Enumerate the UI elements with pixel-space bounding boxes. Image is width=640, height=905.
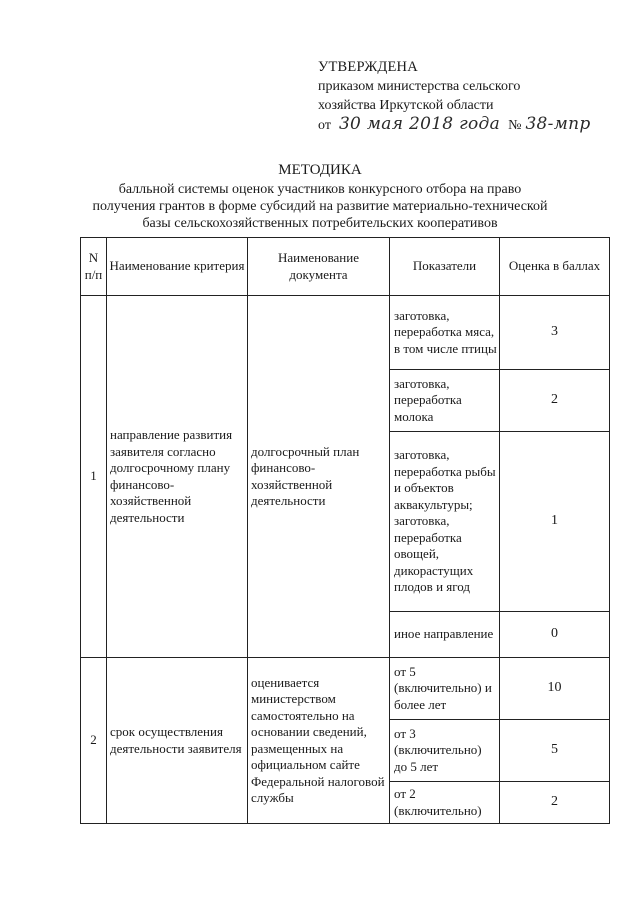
approval-stamp-block	[318, 58, 618, 135]
approval-date-line	[318, 115, 618, 135]
row-number: 1	[81, 296, 107, 658]
indicator-cell: от 3 (включительно) до 5 лет	[390, 720, 500, 782]
approval-heading: УТВЕРЖДЕНА	[318, 59, 418, 75]
document-cell: оценивается министерством самостоятельно на основании сведений, размещенных на официальном сайте Федеральной налоговой службы	[248, 658, 390, 824]
score-cell: 3	[500, 296, 610, 370]
document-subtitle-line-3: базы сельскохозяйственных потребительских кооперативов	[142, 216, 498, 231]
approval-line-2: хозяйства Иркутской области	[318, 98, 494, 113]
approval-prefix: от	[318, 118, 331, 133]
indicator-cell: заготовка, переработка рыбы и объектов аквакультуры; заготовка, переработка овощей, дикорастущих плодов и ягод	[390, 432, 500, 612]
indicator-cell: иное направление	[390, 612, 500, 658]
score-cell: 0	[500, 612, 610, 658]
document-cell: долгосрочный план финансово-хозяйственной деятельности	[248, 296, 390, 658]
header-document: Наименование документа	[248, 238, 390, 296]
row-number: 2	[81, 658, 107, 824]
header-indicators: Показатели	[390, 238, 500, 296]
document-subtitle-line-2: получения грантов в форме субсидий на развитие материально-технической	[92, 199, 548, 214]
approval-line-1: приказом министерства сельского	[318, 79, 521, 94]
indicator-cell: заготовка, переработка мяса, в том числе птицы	[390, 296, 500, 370]
score-cell: 10	[500, 658, 610, 720]
criteria-table	[80, 237, 610, 824]
score-cell: 1	[500, 432, 610, 612]
header-number: N п/п	[81, 238, 107, 296]
score-cell: 2	[500, 782, 610, 824]
score-cell: 5	[500, 720, 610, 782]
table-row	[81, 658, 610, 720]
table-header-row	[81, 238, 610, 296]
number-sign: №	[508, 118, 522, 133]
table-row	[81, 296, 610, 370]
criterion-cell: срок осуществления деятельности заявителя	[107, 658, 248, 824]
handwritten-date: 30 мая 2018 года	[338, 114, 501, 134]
indicator-cell: заготовка, переработка молока	[390, 370, 500, 432]
document-title-block	[0, 162, 640, 232]
score-cell: 2	[500, 370, 610, 432]
header-score: Оценка в баллах	[500, 238, 610, 296]
handwritten-number: 38-мпр	[525, 114, 591, 134]
document-subtitle-line-1: балльной системы оценок участников конкурсного отбора на право	[118, 182, 522, 197]
header-criterion: Наименование критерия	[107, 238, 248, 296]
criterion-cell: направление развития заявителя согласно долгосрочному плану финансово-хозяйственной деятельности	[107, 296, 248, 658]
indicator-cell: от 2 (включительно)	[390, 782, 500, 824]
document-title: МЕТОДИКА	[278, 162, 362, 178]
indicator-cell: от 5 (включительно) и более лет	[390, 658, 500, 720]
